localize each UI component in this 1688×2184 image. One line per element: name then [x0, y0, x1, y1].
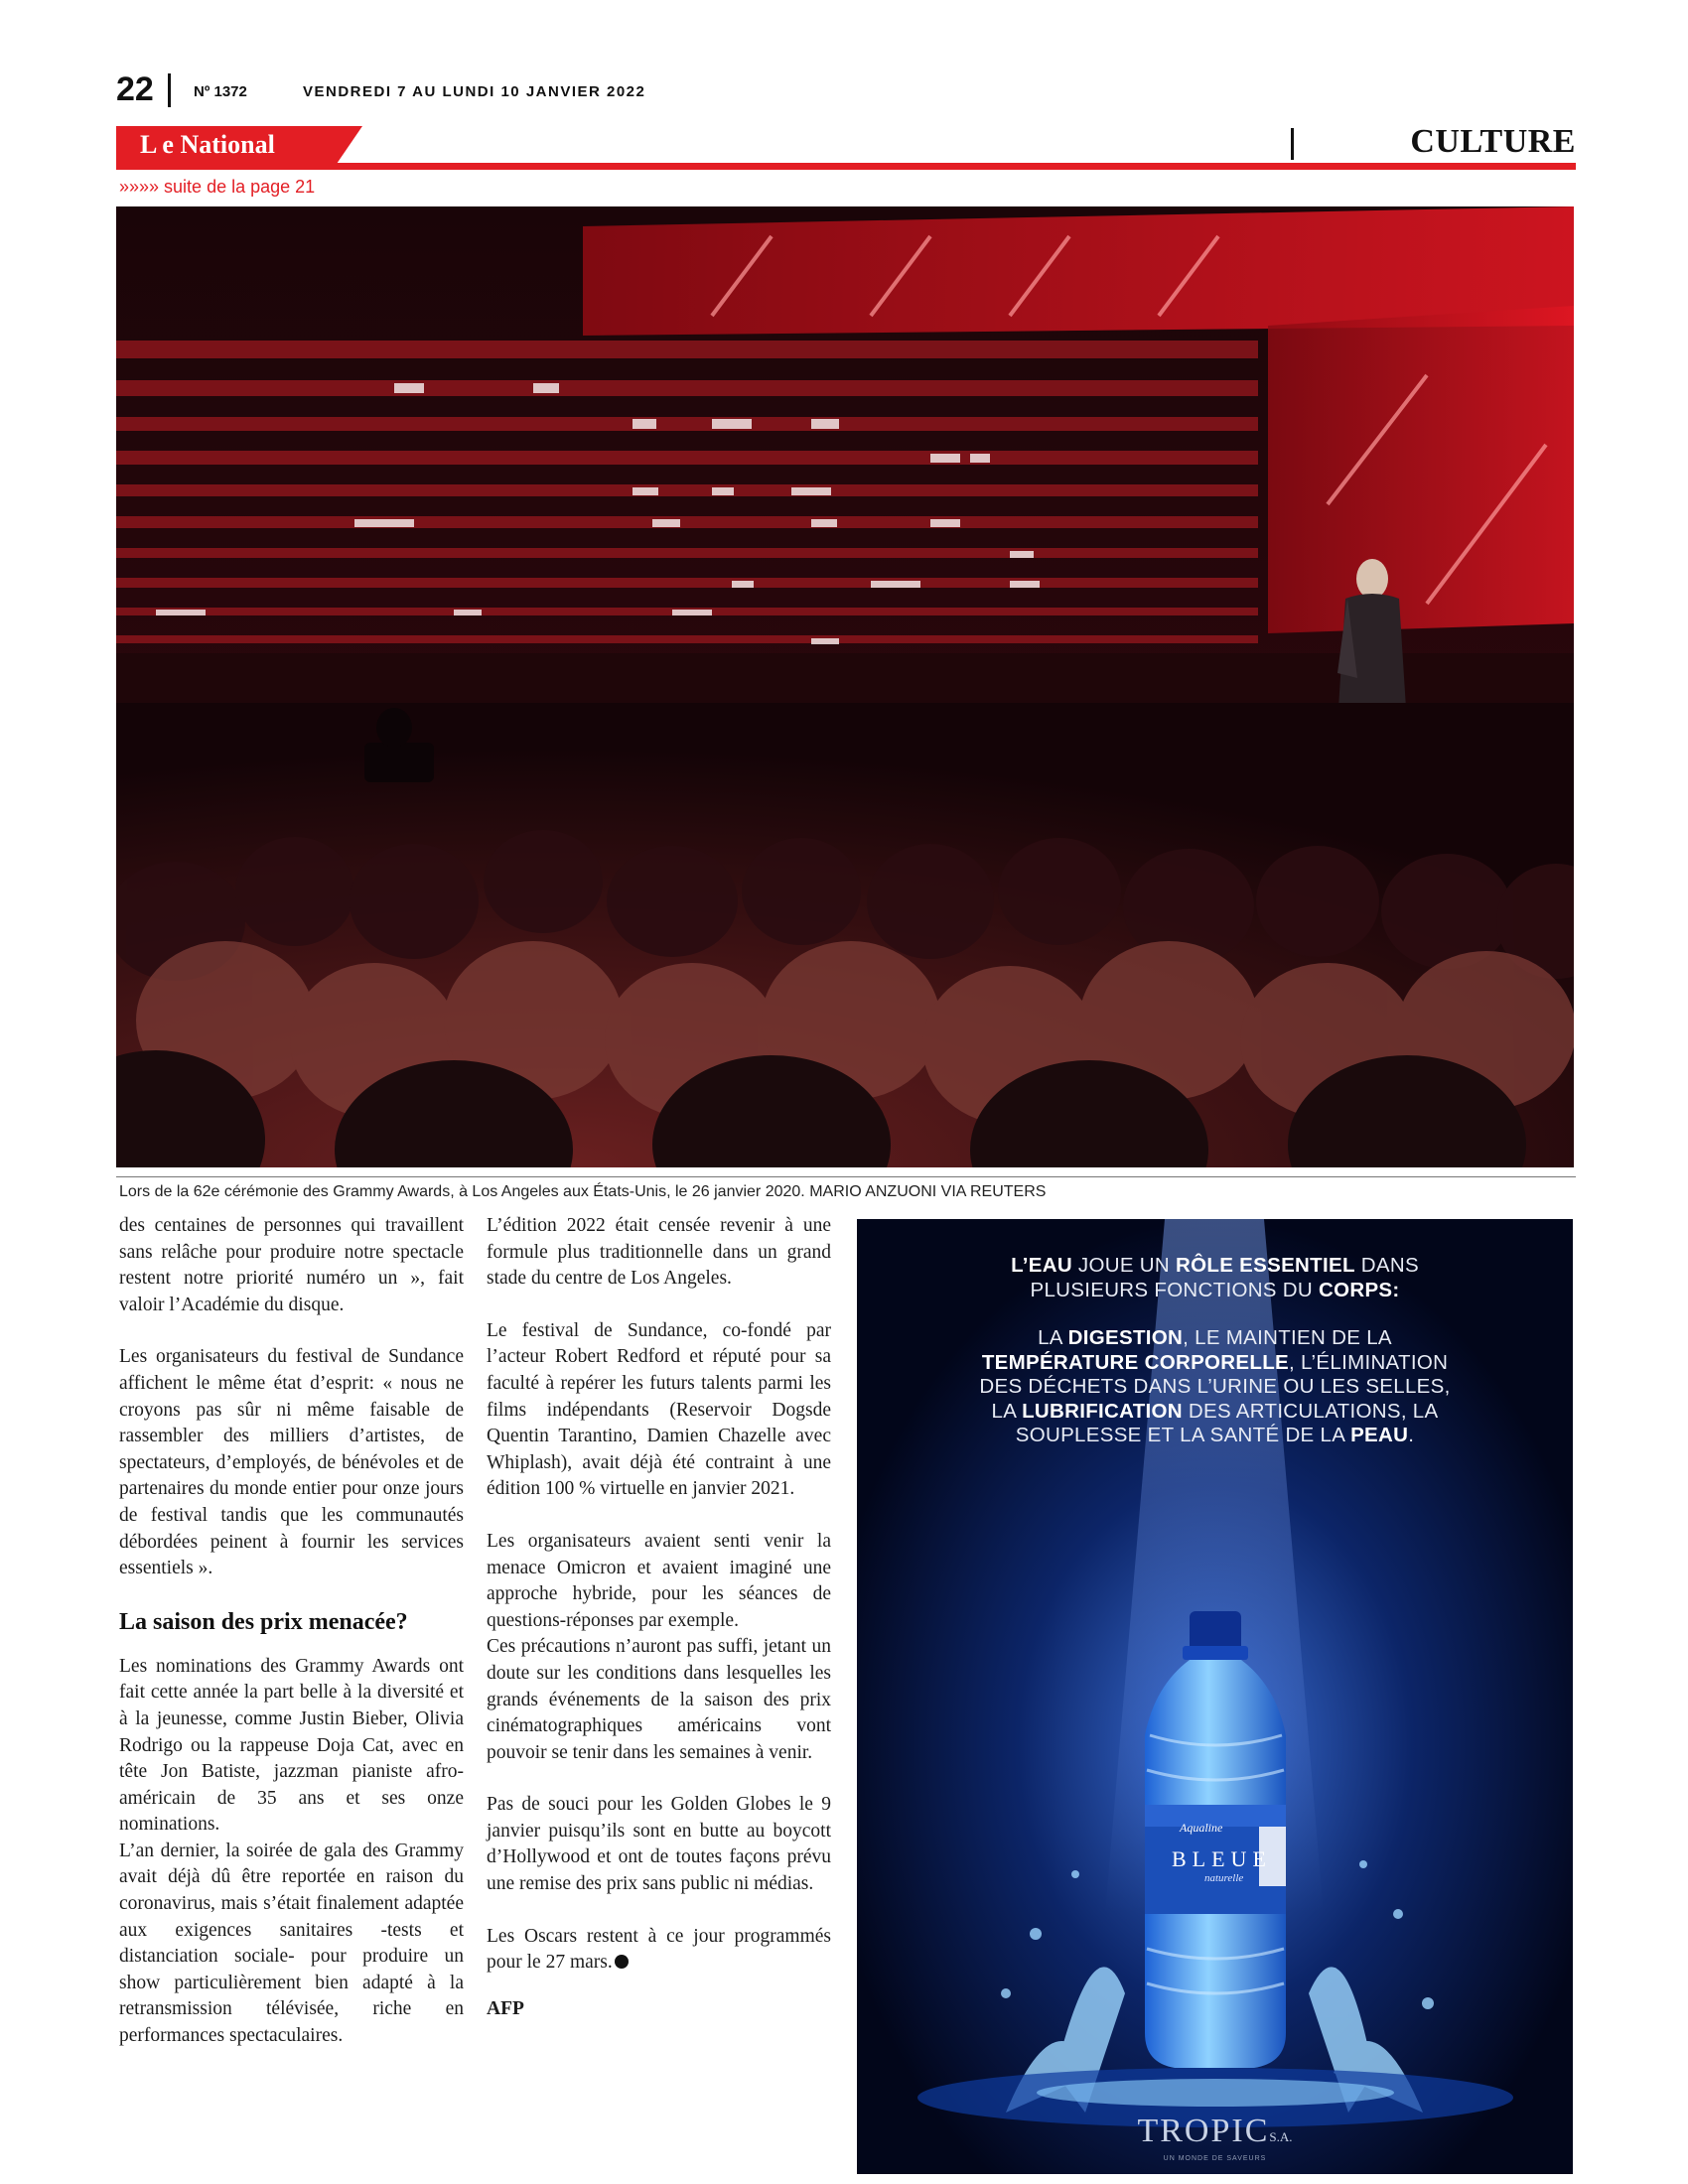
- article-photo: [116, 206, 1574, 1167]
- paragraph: Les nominations des Grammy Awards ont fait cette année la part belle à la diversité et à la jeunesse, comme Justin Bieber, Olivia Rodrigo ou la rappeuse Doja Cat, avec en tête Jon Batiste, jazzman pianiste afro-américain de 35 ans et ses onze nominations.: [119, 1655, 464, 1836]
- advertiser-logo: TROPICS.A.: [1137, 2113, 1293, 2149]
- bottle-label: BLEUE: [1172, 1846, 1272, 1871]
- ad-body: [877, 1326, 1553, 1448]
- ad-line: SOUPLESSE ET LA SANTÉ DE LA PEAU.: [1015, 1424, 1415, 1446]
- paragraph: Le festival de Sundance, co-fondé par l’acteur Robert Redford et réputé pour sa faculté à repérer les futurs talents parmi les films indépendants (Reservoir Dogsde Quentin Tarantino, Damien Chazelle avec Whiplash), avait déjà été contraint à une édition 100 % virtuelle en janvier 2021.: [487, 1319, 831, 1500]
- continued-from-link[interactable]: »»»» suite de la page 21: [119, 177, 316, 197]
- section-banner: [116, 123, 1576, 172]
- paragraph-text: Les Oscars restent à ce jour programmés pour le 27 mars.: [487, 1925, 831, 1974]
- paragraph: Pas de souci pour les Golden Globes le 9 janvier puisqu’ils sont en butte au boycott d’Hollywood et ont de toutes façons prévu une remise des prix sans public ni médias.: [487, 1794, 831, 1895]
- paragraph: Les organisateurs du festival de Sundance affichent le même état d’esprit: « nous ne croyons pas sûr ni même faisable de rassembler des milliers d’artistes, de spectateurs, d’employés, de bénévoles et de partenaires du monde entier pour onze jours de festival tandis que les communautés débordées peinent à fournir les services essentiels ».: [119, 1346, 464, 1579]
- subheading: La saison des prix menacée?: [119, 1608, 408, 1635]
- grammy-stage-image: [116, 206, 1574, 1167]
- page-number: 22: [116, 70, 154, 108]
- bottle-sublabel: naturelle: [1204, 1872, 1244, 1884]
- article-column-1: [119, 1213, 464, 2076]
- ad-headline: [877, 1254, 1553, 1302]
- ad-line: TEMPÉRATURE CORPORELLE, L’ÉLIMINATION: [981, 1350, 1449, 1374]
- masthead: [116, 69, 1576, 109]
- paragraph: L’édition 2022 était censée revenir à une formule plus traditionnelle dans un grand stade du centre de Los Angeles.: [487, 1215, 831, 1290]
- brand-tab-slant: [337, 126, 362, 164]
- paragraph: Les organisateurs avaient senti venir la menace Omicron et avaient imaginé une approche hybride, pour les séances de questions-réponses par exemple.: [487, 1530, 831, 1631]
- ad-line: DES DÉCHETS DANS L’URINE OU LES SELLES,: [979, 1375, 1451, 1398]
- newspaper-logo: L e National: [140, 130, 275, 159]
- end-of-article-icon: [615, 1955, 629, 1969]
- ad-line: PLUSIEURS FONCTIONS DU CORPS:: [1030, 1278, 1400, 1301]
- divider: [1291, 128, 1294, 160]
- byline: AFP: [487, 1997, 524, 2019]
- banner-rule: [116, 163, 1576, 170]
- ad-line: L’EAU JOUE UN RÔLE ESSENTIEL DANS: [1011, 1254, 1419, 1277]
- section-title: CULTURE: [1410, 123, 1576, 160]
- ad-line: LA DIGESTION, LE MAINTIEN DE LA: [1038, 1326, 1392, 1349]
- paragraph: [487, 1924, 831, 1977]
- paragraph: L’an dernier, la soirée de gala des Grammy avait déjà dû être reportée en raison du coronavirus, mais s’était finalement adaptée aux exigences sanitaires -tests et distanciation sociale- pour produire un show particulièrement bien adapté à la retransmission télévisée, riche en performances spectaculaires.: [119, 1840, 464, 2047]
- advertisement[interactable]: [857, 1219, 1573, 2174]
- divider: [168, 73, 171, 107]
- photo-caption: Lors de la 62e cérémonie des Grammy Awards, à Los Angeles aux États-Unis, le 26 janvier 2020. MARIO ANZUONI VIA REUTERS: [119, 1183, 1047, 1200]
- article-column-2: [487, 1213, 831, 2022]
- advertiser-tagline: UN MONDE DE SAVEURS: [1163, 2155, 1267, 2162]
- bottle-brand: Aqualine: [1180, 1821, 1223, 1835]
- paragraph: des centaines de personnes qui travaillent sans relâche pour produire notre spectacle restent notre priorité numéro un », fait valoir l’Académie du disque.: [119, 1215, 464, 1315]
- paragraph: Ces précautions n’auront pas suffi, jetant un doute sur les conditions dans lesquelles les grands événements de la saison des prix cinématographiques américains vont pouvoir se tenir dans les semaines à venir.: [487, 1636, 831, 1763]
- issue-date: VENDREDI 7 AU LUNDI 10 JANVIER 2022: [303, 83, 646, 100]
- issue-number: Nº 1372: [194, 83, 247, 100]
- ad-line: LA LUBRIFICATION DES ARTICULATIONS, LA: [991, 1399, 1439, 1423]
- caption-rule: [116, 1176, 1576, 1177]
